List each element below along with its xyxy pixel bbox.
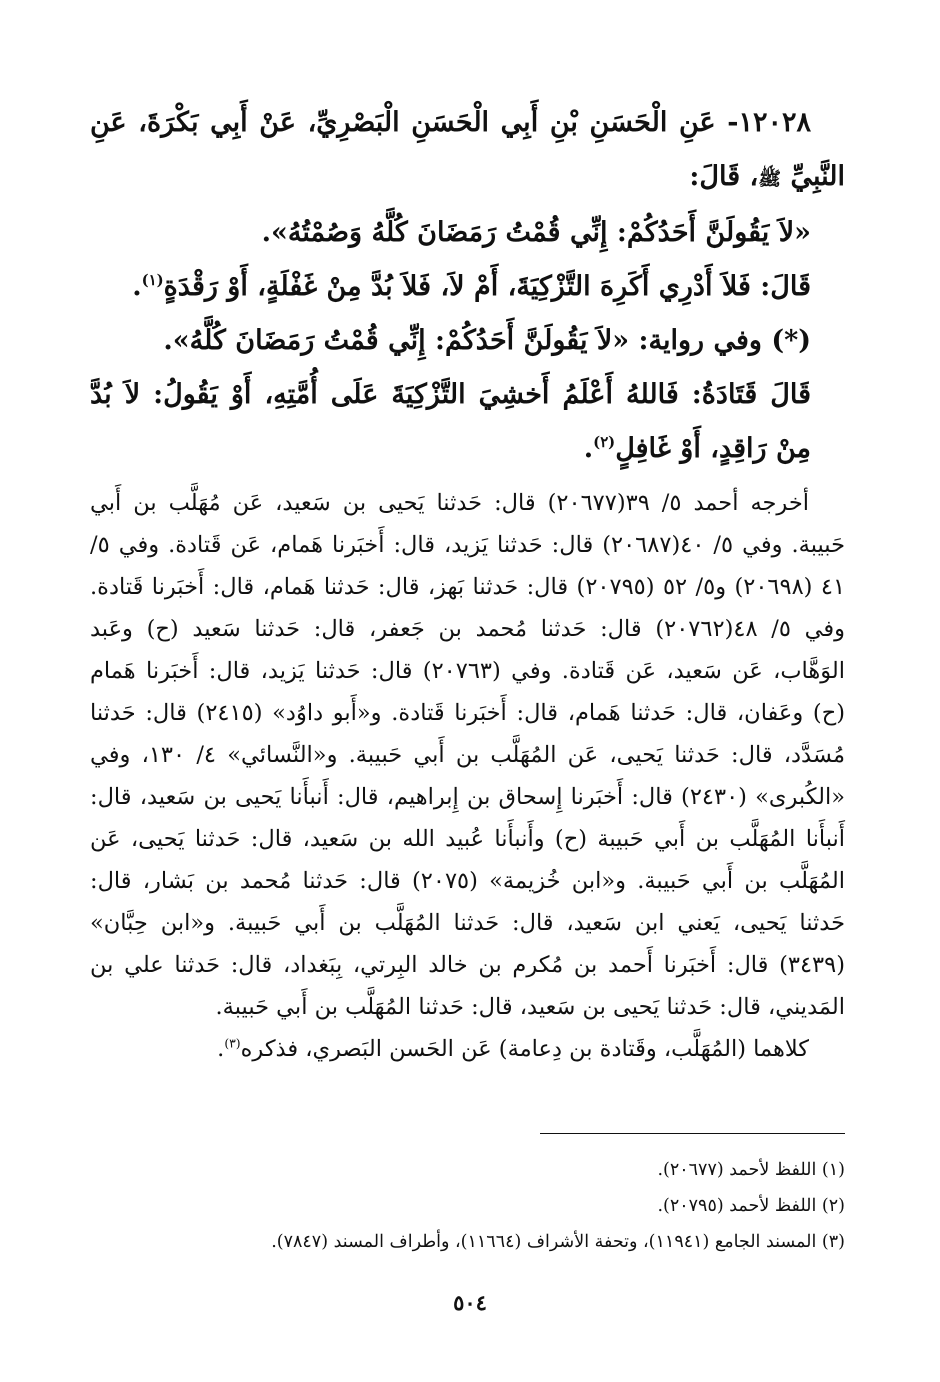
takhrij-kilahuma bbox=[90, 1028, 845, 1070]
hadith-qala-end: . bbox=[132, 271, 142, 302]
footnote-divider bbox=[540, 1133, 845, 1134]
hadith-riwaya: (*) وفي رواية: «لاَ يَقُولَنَّ أَحَدُكُمْ: إِنِّي قُمْتُ رَمَضَانَ كُلَّهُ». bbox=[163, 325, 811, 356]
hadith-isnad bbox=[90, 96, 845, 206]
footnote-1: (١) اللفظ لأحمد (٢٠٦٧٧). bbox=[657, 1160, 845, 1180]
footnote-ref-1: (١) bbox=[141, 271, 164, 289]
hadith-isnad-end: ، قَالَ: bbox=[689, 161, 759, 192]
takhrij-section bbox=[90, 482, 845, 1070]
hadith-qala bbox=[90, 260, 845, 314]
hadith-qatada bbox=[90, 368, 845, 476]
page-number: ٥٠٤ bbox=[453, 1290, 487, 1315]
takhrij-kilahuma-end: . bbox=[217, 1036, 225, 1062]
footnote-ref-3: (٣) bbox=[224, 1036, 241, 1051]
hadith-qala-text: قَالَ: فَلاَ أَدْرِي أَكَرِهَ التَّزْكِيَةَ، أَمْ لاَ، فَلاَ بُدَّ مِنْ غَفْلَةٍ، أَوْ رَقْدَةٍ bbox=[163, 271, 811, 302]
hadith-qatada-text: قَالَ قَتَادَةُ: فَاللهُ أَعْلَمُ أَخشِيَ التَّزْكِيَةَ عَلَى أُمَّتِهِ، أَوْ يَقُولُ: لاَ بُدَّ مِنْ رَاقِدٍ، أَوْ غَافِلٍ bbox=[90, 379, 811, 464]
footnote-ref-2: (٢) bbox=[593, 433, 616, 451]
page-body bbox=[90, 96, 845, 1070]
hadith-isnad-text: ١٢٠٢٨- عَنِ الْحَسَنِ بْنِ أَبِي الْحَسَنِ الْبَصْرِيِّ، عَنْ أَبِي بَكْرَةَ، عَنِ النَّبِيِّ bbox=[90, 107, 845, 192]
takhrij-kilahuma-text: كلاهما (المُهَلَّب، وقَتادة بن دِعامة) عَن الحَسن البَصري، فذكره bbox=[240, 1036, 809, 1062]
footnote-2: (٢) اللفظ لأحمد (٢٠٧٩٥). bbox=[657, 1196, 845, 1216]
takhrij-paragraph: أخرجه أحمد ٥/ ٣٩(٢٠٦٧٧) قال: حَدثنا يَحيى بن سَعيد، عَن مُهَلَّب بن أَبي حَبيبة. وفي ٥/ ٤٠(٢٠٦٨٧) قال: حَدثنا يَزيد، قال: أَخبَرنا هَمام، عَن قَتادة. وفي ٥/ ٤١ (٢٠٦٩٨) و٥/ ٥٢ (٢٠٧٩٥) قال: حَدثنا بَهز، قال: حَدثنا هَمام، قال: أَخبَرنا قَتادة. وفي ٥/ ٤٨(٢٠٧٦٢) قال: حَدثنا مُحمد بن جَعفر، قال: حَدثنا سَعيد (ح) وعَبد الوَهَّاب، عَن سَعيد، عَن قَتادة. وفي (٢٠٧٦٣) قال: حَدثنا يَزيد، قال: أَخبَرنا هَمام (ح) وعَفان، قال: حَدثنا هَمام، قال: أَخبَرنا قَتادة. و«أَبو داوُد» (٢٤١٥) قال: حَدثنا مُسَدَّد، قال: حَدثنا يَحيى، عَن المُهَلَّب بن أَبي حَبيبة. و«النَّسائي» ٤/ ١٣٠، وفي «الكُبرى» (٢٤٣٠) قال: أَخبَرنا إِسحاق بن إِبراهيم، قال: أَنبأَنا يَحيى بن سَعيد، قال: أَنبأَنا المُهَلَّب بن أَبي حَبيبة (ح) وأَنبأَنا عُبيد الله بن سَعيد، قال: حَدثنا يَحيى، عَن المُهَلَّب بن أَبي حَبيبة. و«ابن خُزيمة» (٢٠٧٥) قال: حَدثنا مُحمد بن بَشار، قال: حَدثنا يَحيى، يَعني ابن سَعيد، قال: حَدثنا المُهَلَّب بن أَبي حَبيبة. و«ابن حِبَّان» (٣٤٣٩) قال: أَخبَرنا أَحمد بن مُكرم بن خالد البِرتي، بِبَغداد، قال: حَدثنا علي بن المَديني، قال: حَدثنا يَحيى بن سَعيد، قال: حَدثنا المُهَلَّب بن أَبي حَبيبة. bbox=[90, 490, 846, 1020]
footnotes bbox=[90, 1152, 845, 1260]
hadith-matn: «لاَ يَقُولَنَّ أَحَدُكُمْ: إِنِّي قُمْتُ رَمَضَانَ كُلَّهُ وَصُمْتُهُ». bbox=[261, 217, 811, 248]
footnote-3: (٣) المسند الجامع (١١٩٤١)، وتحفة الأشراف (١١٦٦٤)، وأطراف المسند (٧٨٤٧). bbox=[271, 1232, 845, 1252]
hadith-text bbox=[90, 96, 845, 476]
salawat-symbol: ﷺ bbox=[758, 168, 782, 190]
hadith-qatada-end: . bbox=[583, 433, 594, 464]
